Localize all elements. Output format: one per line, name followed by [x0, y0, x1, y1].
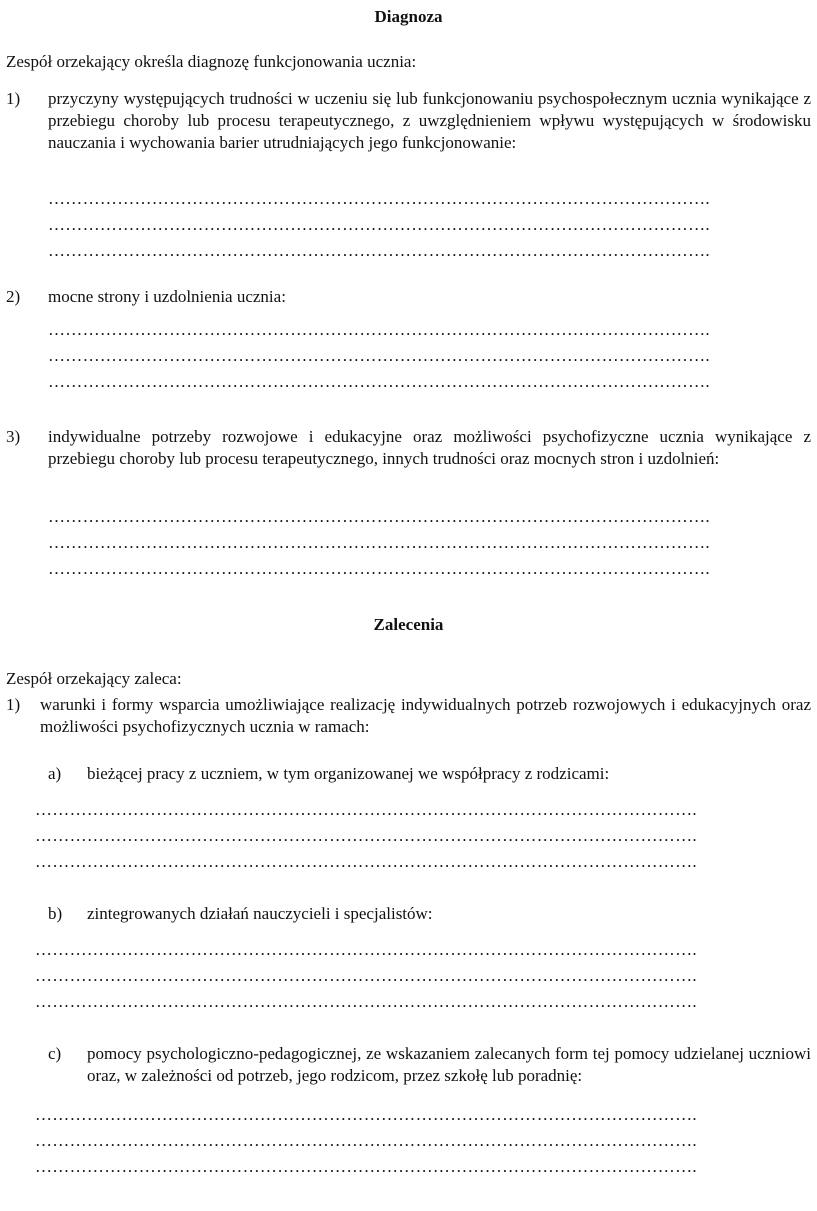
fill-line: …………………………………………………………………………………………………….: [48, 215, 710, 234]
fill-line: …………………………………………………………………………………………………….: [48, 533, 710, 552]
subitem-text: pomocy psychologiczno-pedagogicznej, ze wskazaniem zalecanych form tej pomocy udzielanej uczniowi oraz, w zależności od potrzeb, jego rodzicom, przez szkołę lub poradnię:: [87, 1044, 811, 1085]
subitem-letter: c): [48, 1044, 62, 1063]
subitem-letter: b): [48, 904, 63, 923]
subitem-text: zintegrowanych działań nauczycieli i specjalistów:: [87, 904, 433, 923]
fill-line: …………………………………………………………………………………………………….: [35, 940, 697, 959]
fill-line: …………………………………………………………………………………………………….: [35, 992, 697, 1011]
fill-line: …………………………………………………………………………………………………….: [35, 1157, 697, 1176]
item-text: przyczyny występujących trudności w uczeniu się lub funkcjonowaniu psychospołecznym ucznia wynikające z przebiegu choroby lub procesu terapeutycznego, z uwzględnieniem wpływu występujących w środowisku nauczania i wychowania barier utrudniających jego funkcjonowanie:: [48, 89, 811, 152]
diagnoza-intro: Zespół orzekający określa diagnozę funkcjonowania ucznia:: [6, 52, 417, 71]
item-text: mocne strony i uzdolnienia ucznia:: [48, 287, 286, 306]
fill-line: …………………………………………………………………………………………………….: [48, 189, 710, 208]
fill-line: …………………………………………………………………………………………………….: [48, 320, 710, 339]
fill-line: …………………………………………………………………………………………………….: [48, 507, 710, 526]
fill-line: …………………………………………………………………………………………………….: [35, 826, 697, 845]
section-title-diagnoza: Diagnoza: [374, 7, 443, 26]
fill-line: …………………………………………………………………………………………………….: [48, 559, 710, 578]
fill-line: …………………………………………………………………………………………………….: [35, 852, 697, 871]
fill-line: …………………………………………………………………………………………………….: [48, 372, 710, 391]
item-number: 2): [6, 287, 21, 306]
section-title-zalecenia: Zalecenia: [373, 615, 444, 634]
item-text: indywidualne potrzeby rozwojowe i edukacyjne oraz możliwości psychofizyczne ucznia wynikające z przebiegu choroby lub procesu terapeutycznego, innych trudności oraz mocnych stron i uzdolnień:: [48, 427, 811, 468]
fill-line: …………………………………………………………………………………………………….: [35, 966, 697, 985]
zalecenia-intro: Zespół orzekający zaleca:: [6, 669, 182, 688]
item-number: 1): [6, 89, 21, 108]
item-text: warunki i formy wsparcia umożliwiające realizację indywidualnych potrzeb rozwojowych i edukacyjnych oraz możliwości psychofizycznych ucznia w ramach:: [40, 695, 811, 736]
fill-line: …………………………………………………………………………………………………….: [35, 800, 697, 819]
fill-line: …………………………………………………………………………………………………….: [48, 346, 710, 365]
subitem-letter: a): [48, 764, 62, 783]
fill-line: …………………………………………………………………………………………………….: [35, 1105, 697, 1124]
item-number: 3): [6, 427, 21, 446]
fill-line: …………………………………………………………………………………………………….: [35, 1131, 697, 1150]
fill-line: …………………………………………………………………………………………………….: [48, 241, 710, 260]
item-number: 1): [6, 695, 21, 714]
subitem-text: bieżącej pracy z uczniem, w tym organizowanej we współpracy z rodzicami:: [87, 764, 610, 783]
